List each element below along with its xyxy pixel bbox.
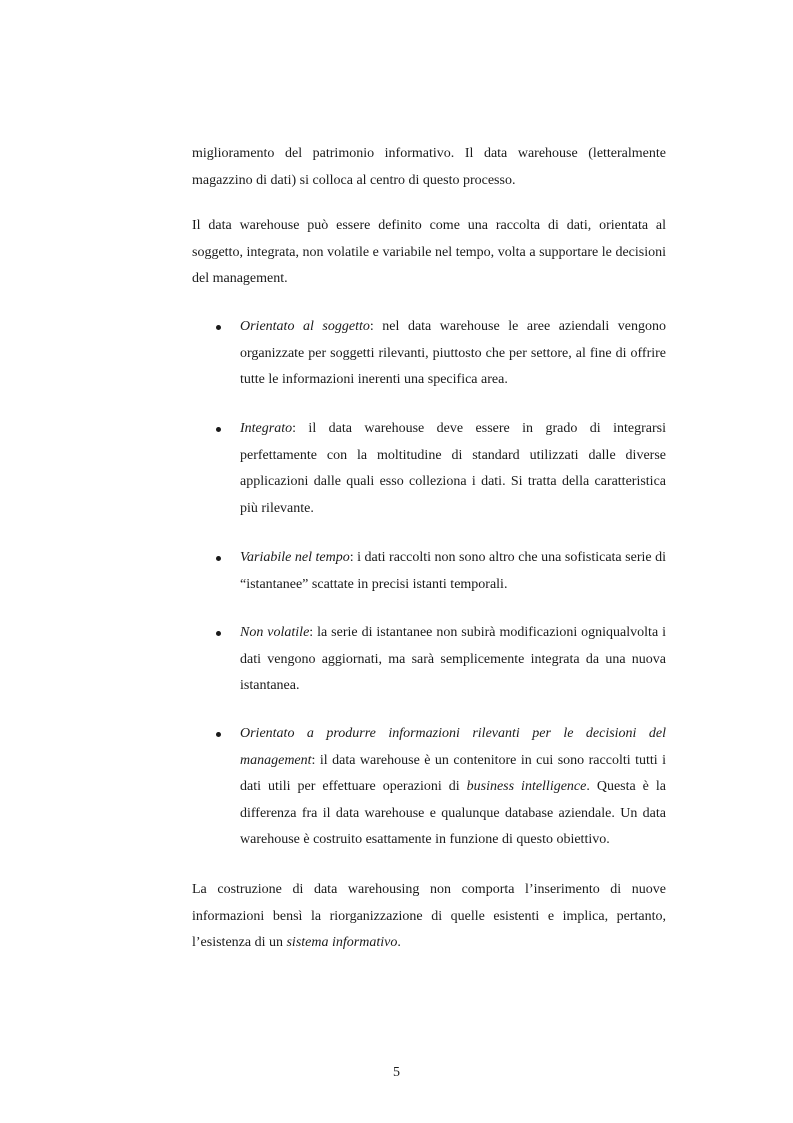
list-item-body: : i dati raccolti non sono altro che una sofisticata serie di “istantanee” scattate in precisi istanti temporali.: [240, 550, 666, 592]
bullet-icon: [216, 732, 221, 737]
list-item-body: : nel data warehouse le aree aziendali vengono organizzate per soggetti rilevanti, piuttosto che per settore, al fine di offrire tutte le informazioni inerenti una specifica area.: [240, 319, 666, 387]
list-item-body-a: : il data warehouse è un contenitore in cui sono raccolti tutti i dati utili per effettuare operazioni di: [240, 752, 666, 794]
list-item-body-b: . Questa è la differenza fra il data warehouse e qualunque database aziendale. Un data warehouse è costruito esattamente in funzione di questo obiettivo.: [240, 779, 666, 847]
paragraph-conclusion: [192, 877, 666, 957]
list-item-text: [240, 416, 666, 522]
list-item-term: Orientato al soggetto: [240, 319, 370, 334]
paragraph-definition-text: Il data warehouse può essere definito come una raccolta di dati, orientata al soggetto, integrata, non volatile e variabile nel tempo, volta a supportare le decisioni del management.: [192, 218, 666, 286]
bullet-icon: [216, 325, 221, 330]
list-item-body: : la serie di istantanee non subirà modificazioni ogniqualvolta i dati vengono aggiornati, ma sarà semplicemente integrata da una nuova istantanea.: [240, 625, 666, 693]
list-item-term: Non volatile: [240, 625, 310, 640]
list-item-term: Orientato a produrre informazioni rilevanti per le decisioni del management: [240, 726, 666, 768]
list-item-italic-phrase: business intelligence: [466, 779, 587, 794]
paragraph-conclusion-text-a: La costruzione di data warehousing non comporta l’inserimento di nuove informazioni bensì la riorganizzazione di quelle esistenti e implica, pertanto, l’esistenza di un: [192, 882, 666, 950]
list-item-text: [240, 721, 666, 854]
bullet-icon: [216, 631, 221, 636]
bullet-icon: [216, 556, 221, 561]
list-item-text: [240, 314, 666, 394]
list-item-body: : il data warehouse deve essere in grado di integrarsi perfettamente con la moltitudine di standard utilizzati dalle diverse applicazioni dalle quali esso colleziona i dati. Si tratta della caratteristica più rilevante.: [240, 421, 666, 516]
paragraph-conclusion-text-b: .: [397, 935, 401, 950]
paragraph-intro: [192, 141, 666, 194]
list-item-term: Variabile nel tempo: [240, 550, 350, 565]
list-item-text: [240, 545, 666, 598]
page-number: 5: [393, 1065, 400, 1080]
paragraph-conclusion-italic: sistema informativo: [286, 935, 398, 950]
list-item-text: [240, 620, 666, 700]
paragraph-intro-text: miglioramento del patrimonio informativo. Il data warehouse (letteralmente magazzino di dati) si colloca al centro di questo processo.: [192, 146, 666, 188]
list-item-term: Integrato: [240, 421, 293, 436]
paragraph-definition: [192, 213, 666, 293]
bullet-icon: [216, 427, 221, 432]
